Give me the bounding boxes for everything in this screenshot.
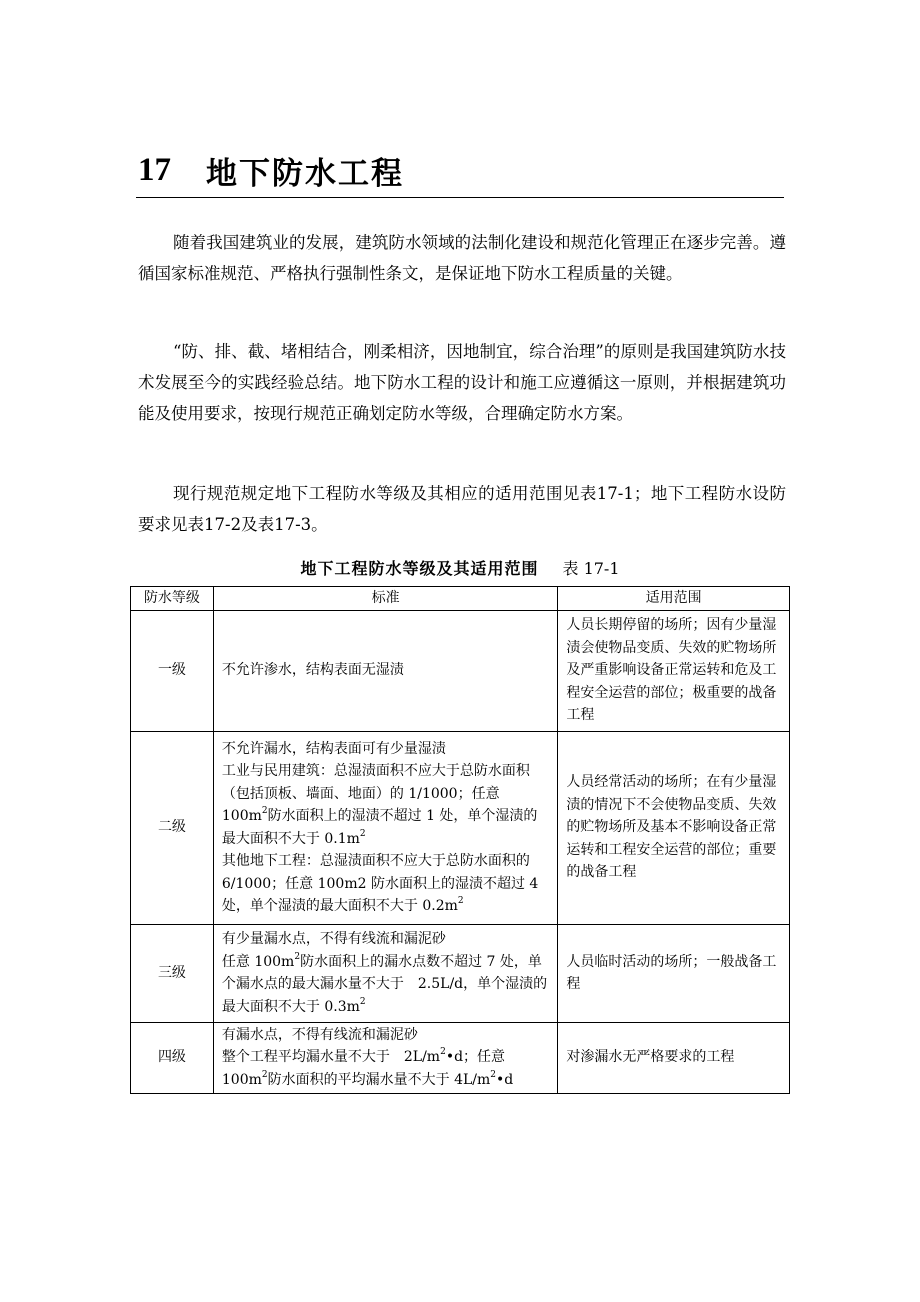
waterproof-grade-table: [130, 586, 790, 1094]
header-scope: 适用范围: [558, 587, 790, 611]
standard-cell: 有漏水点，不得有线流和漏泥砂 整个工程平均漏水量不大于 $2L/m^2•d$；任意 $100m^2$防水面积的平均漏水量不大于 $4L/m^2•d$: [213, 1022, 557, 1093]
grade-cell: 二级: [131, 731, 214, 924]
chapter-heading: [138, 148, 783, 193]
standard-cell: 有少量漏水点，不得有线流和漏泥砂 任意 $100m^2$防水面积上的漏水点数不超过 7 处，单个漏水点的最大漏水量不大于 2.5L/d，单个湿渍的最大面积不大于 $0.3m^2$: [213, 924, 557, 1022]
heading-rule: [136, 197, 784, 198]
grade-cell: 三级: [131, 924, 214, 1022]
table-title: 地下工程防水等级及其适用范围: [300, 559, 539, 578]
scope-cell: 人员临时活动的场所；一般战备工程: [558, 924, 790, 1022]
paragraph-1: 随着我国建筑业的发展，建筑防水领域的法制化建设和规范化管理正在逐步完善。遵循国家标准规范、严格执行强制性条文，是保证地下防水工程质量的关键。: [138, 233, 786, 283]
standard-cell: 不允许漏水，结构表面可有少量湿渍 工业与民用建筑：总湿渍面积不应大于总防水面积（包括顶板、墙面、地面）的 1/1000；任意 $100m^2$防水面积上的湿渍不超过 1 处，单个湿渍的最大面积不大于 $0.1m^2$ 其他地下工程：总湿渍面积不应大于总防水面积的 6/1000；任意 100m2 防水面积上的湿渍不超过 4 处，单个湿渍的最大面积不大于 $0.2m^2$: [213, 731, 557, 924]
paragraph-3: 现行规范规定地下工程防水等级及其相应的适用范围见表17-1；地下工程防水设防要求见表17-2及表17-3。: [138, 484, 786, 534]
chapter-title: 地下防水工程: [206, 156, 404, 192]
table-number: 表 17-1: [562, 559, 620, 578]
scope-cell: 对渗漏水无严格要求的工程: [558, 1022, 790, 1093]
table-header-row: [131, 587, 790, 611]
grade-cell: 四级: [131, 1022, 214, 1093]
scope-cell: 人员经常活动的场所；在有少量湿渍的情况下不会使物品变质、失效的贮物场所及基本不影响设备正常运转和工程安全运营的部位；重要的战备工程: [558, 731, 790, 924]
standard-cell: 不允许渗水，结构表面无湿渍: [213, 610, 557, 731]
table-caption: [130, 556, 790, 579]
grade-cell: 一级: [131, 610, 214, 731]
header-standard: 标准: [213, 587, 557, 611]
chapter-number: 17: [138, 152, 171, 188]
table-row: [131, 924, 790, 1022]
table-row: [131, 731, 790, 924]
paragraph-2: “防、排、截、堵相结合，刚柔相济，因地制宜，综合治理”的原则是我国建筑防水技术发展至今的实践经验总结。地下防水工程的设计和施工应遵循这一原则，并根据建筑功能及使用要求，按现行规范正确划定防水等级，合理确定防水方案。: [138, 342, 786, 423]
header-grade: 防水等级: [131, 587, 214, 611]
table-row: [131, 1022, 790, 1093]
scope-cell: 人员长期停留的场所；因有少量湿渍会使物品变质、失效的贮物场所及严重影响设备正常运转和危及工程安全运营的部位；极重要的战备工程: [558, 610, 790, 731]
table-row: [131, 610, 790, 731]
